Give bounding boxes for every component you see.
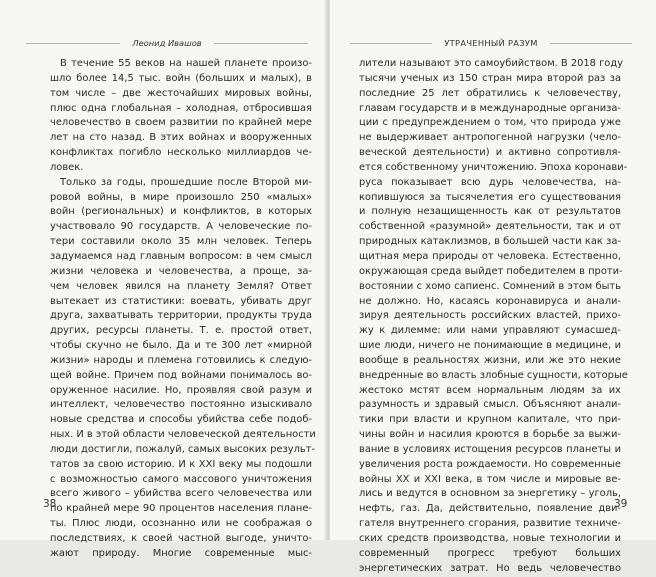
header-rule <box>214 43 308 44</box>
text-line: востоянии с хомо сапиенс. Сомнений в этом быть <box>359 280 621 292</box>
text-line: руса показывает всю дурь человечества, на- <box>359 176 621 188</box>
text-line: том числе – две жесточайших мировых войны, <box>50 87 312 99</box>
text-line: энергетических затрат. Но ведь человечество <box>359 562 621 574</box>
text-line: щей войне. Причем под войнами понималось во- <box>50 369 312 381</box>
text-line: интеллект, человечество постоянно изыскивало <box>50 399 312 411</box>
text-line: жестоко мстят всем нормальным людям за их <box>359 384 621 396</box>
text-line: окружающая среда выйдет победителем в проти- <box>359 265 623 277</box>
text-line: ции с предупреждением о том, что природа уже <box>359 117 621 129</box>
text-line: лись и ведутся в основном за энергетику – уголь, <box>359 488 621 500</box>
text-line: ется собственному уничтожению. Эпоха коронави- <box>359 161 628 173</box>
left-page-text <box>50 57 316 562</box>
text-line: оруженное насилие. Но, проявляя свой разум и <box>50 384 312 396</box>
text-line: чины войн и насилия кроются в борьбе за выжи- <box>359 429 621 441</box>
book-title-running-head: УТРАЧЕННЫЙ РАЗУМ <box>444 38 538 48</box>
right-page-text <box>359 57 628 577</box>
text-line: увеличения роста рождаемости. Но современные <box>359 458 621 470</box>
header-rule <box>26 43 120 44</box>
text-line: Только за годы, прошедшие после Второй ми- <box>60 176 312 188</box>
text-line: тысячи ученых из 150 стран мира второй раз за <box>359 72 621 84</box>
text-line: лет на сто назад. В этих войнах и вооруженных <box>50 132 312 144</box>
left-page-number: 38 <box>43 498 57 510</box>
text-line: внедренные во власть злобные сущности, которые <box>359 369 628 381</box>
text-line: В течение 55 веков на нашей планете произо- <box>60 58 312 69</box>
text-line: плюс одна глобальная – холодная, отбросившая <box>50 102 312 114</box>
left-running-header <box>26 36 308 50</box>
text-line: последние 25 лет обратились к человечеству, <box>359 87 621 99</box>
text-line: природных катаклизмов, в большей части как за- <box>359 236 621 248</box>
text-line: копившуюся за тысячелетия его существования <box>359 191 621 203</box>
text-line: задумаемся над главным вопросом: в чем смысл <box>50 250 312 262</box>
text-line: человечество в своем развитии по крайней мере <box>50 117 312 129</box>
text-line: чтобы скучно не было. Да и те 300 лет «мирной <box>50 340 312 352</box>
text-line: тери составили около 35 млн человек. Теперь <box>50 236 312 248</box>
text-line: тики при власти и крупном капитале, что при- <box>359 414 621 426</box>
right-page <box>330 0 656 574</box>
text-line: вытекает из статистики: воевать, убивать друг <box>50 295 312 307</box>
text-line: шие люди, ничего не понимающие в медицине, и <box>359 340 621 352</box>
text-line: ских средств производства, новые технологии и <box>359 533 621 544</box>
text-line: разумность и здравый смысл. Объясняют анали- <box>359 399 621 411</box>
text-line: ных. И в этой области человеческой деятельности <box>50 429 316 441</box>
text-line: люди достигли, пожалуй, самых высоких результ- <box>50 443 316 455</box>
text-line: не выдерживает антропогенной нагрузки (чело- <box>359 132 621 144</box>
text-line: жу к дилемме: или нами управляют сумасшед- <box>359 325 621 337</box>
text-line: жают природу. Многие современные мыс- <box>50 547 312 559</box>
text-line: вание в условиях истощения ресурсов планеты и <box>359 443 621 455</box>
text-line: лители называют это самоубийством. В 2018 году <box>359 58 624 69</box>
text-line: не должно. Но, касаясь коронавируса и анали- <box>359 295 621 307</box>
text-line: ты. Плюс люди, осознанно или не соображая о <box>50 518 312 530</box>
text-line: друга, захватывать территории, продукты труда <box>50 310 312 322</box>
text-line: веческой деятельности) и активно сопротивля- <box>359 147 621 159</box>
text-line: ловек. <box>50 161 84 173</box>
left-page <box>0 0 326 559</box>
text-line: последствиях, к своей частной выгоде, уничто- <box>50 533 312 544</box>
header-rule <box>550 43 632 44</box>
text-line: жизни» народы и племена готовились к следую- <box>50 354 312 366</box>
text-line: войны XX и XXI века, в том числе и мировые ве- <box>359 473 621 485</box>
text-line: вообще в реальностях жизни, или же это некие <box>359 354 621 366</box>
text-line: нефть, газ. Да, действительно, появление дви- <box>359 503 621 515</box>
text-line: войн (региональных) и конфликтов, в которых <box>50 206 312 218</box>
text-line: чем человек явился на планету Земля? Ответ <box>50 280 312 292</box>
text-line: других, ресурсы планеты. Т. е. простой ответ, <box>50 325 312 337</box>
right-running-header <box>350 36 632 50</box>
right-page-number: 39 <box>614 498 628 510</box>
text-line: шло более 14,5 тыс. войн (больших и малых), в <box>50 72 312 84</box>
text-line: зируя деятельность российских властей, прихо- <box>359 310 621 322</box>
author-running-head: Леонид Ивашов <box>132 38 202 48</box>
text-line: по крайней мере 90 процентов населения плане- <box>50 503 312 515</box>
text-line: всего живого – убийства всего человечества или <box>50 488 312 500</box>
text-line: ровой войны, в мире произошло 250 «малых» <box>50 191 312 203</box>
text-line: гателя внутреннего сгорания, развитие техниче- <box>359 518 621 530</box>
text-line: с возможностью самого массового уничтожения <box>50 473 312 485</box>
text-line: жизни человека и человечества, а проще, за- <box>50 265 312 277</box>
text-line: современный прогресс требуют больших <box>359 547 621 559</box>
text-line: участвовало 90 государств. А человеческие по- <box>50 221 312 233</box>
text-line: конфликтах погибло несколько миллиардов че- <box>50 147 312 159</box>
text-line: новые средства и способы убийства себе подоб- <box>50 414 312 426</box>
text-line: собственной «разумной» деятельности, так и от <box>359 221 621 233</box>
text-line: главам государств и в международные организа- <box>359 102 621 114</box>
text-line: щитная мера природы от человека. Естественно, <box>359 250 621 262</box>
text-line: татов за свою историю. И к XXI веку мы подошли <box>50 458 312 470</box>
text-line: и полную незащищенность как от результатов <box>359 206 621 218</box>
header-rule <box>350 43 432 44</box>
